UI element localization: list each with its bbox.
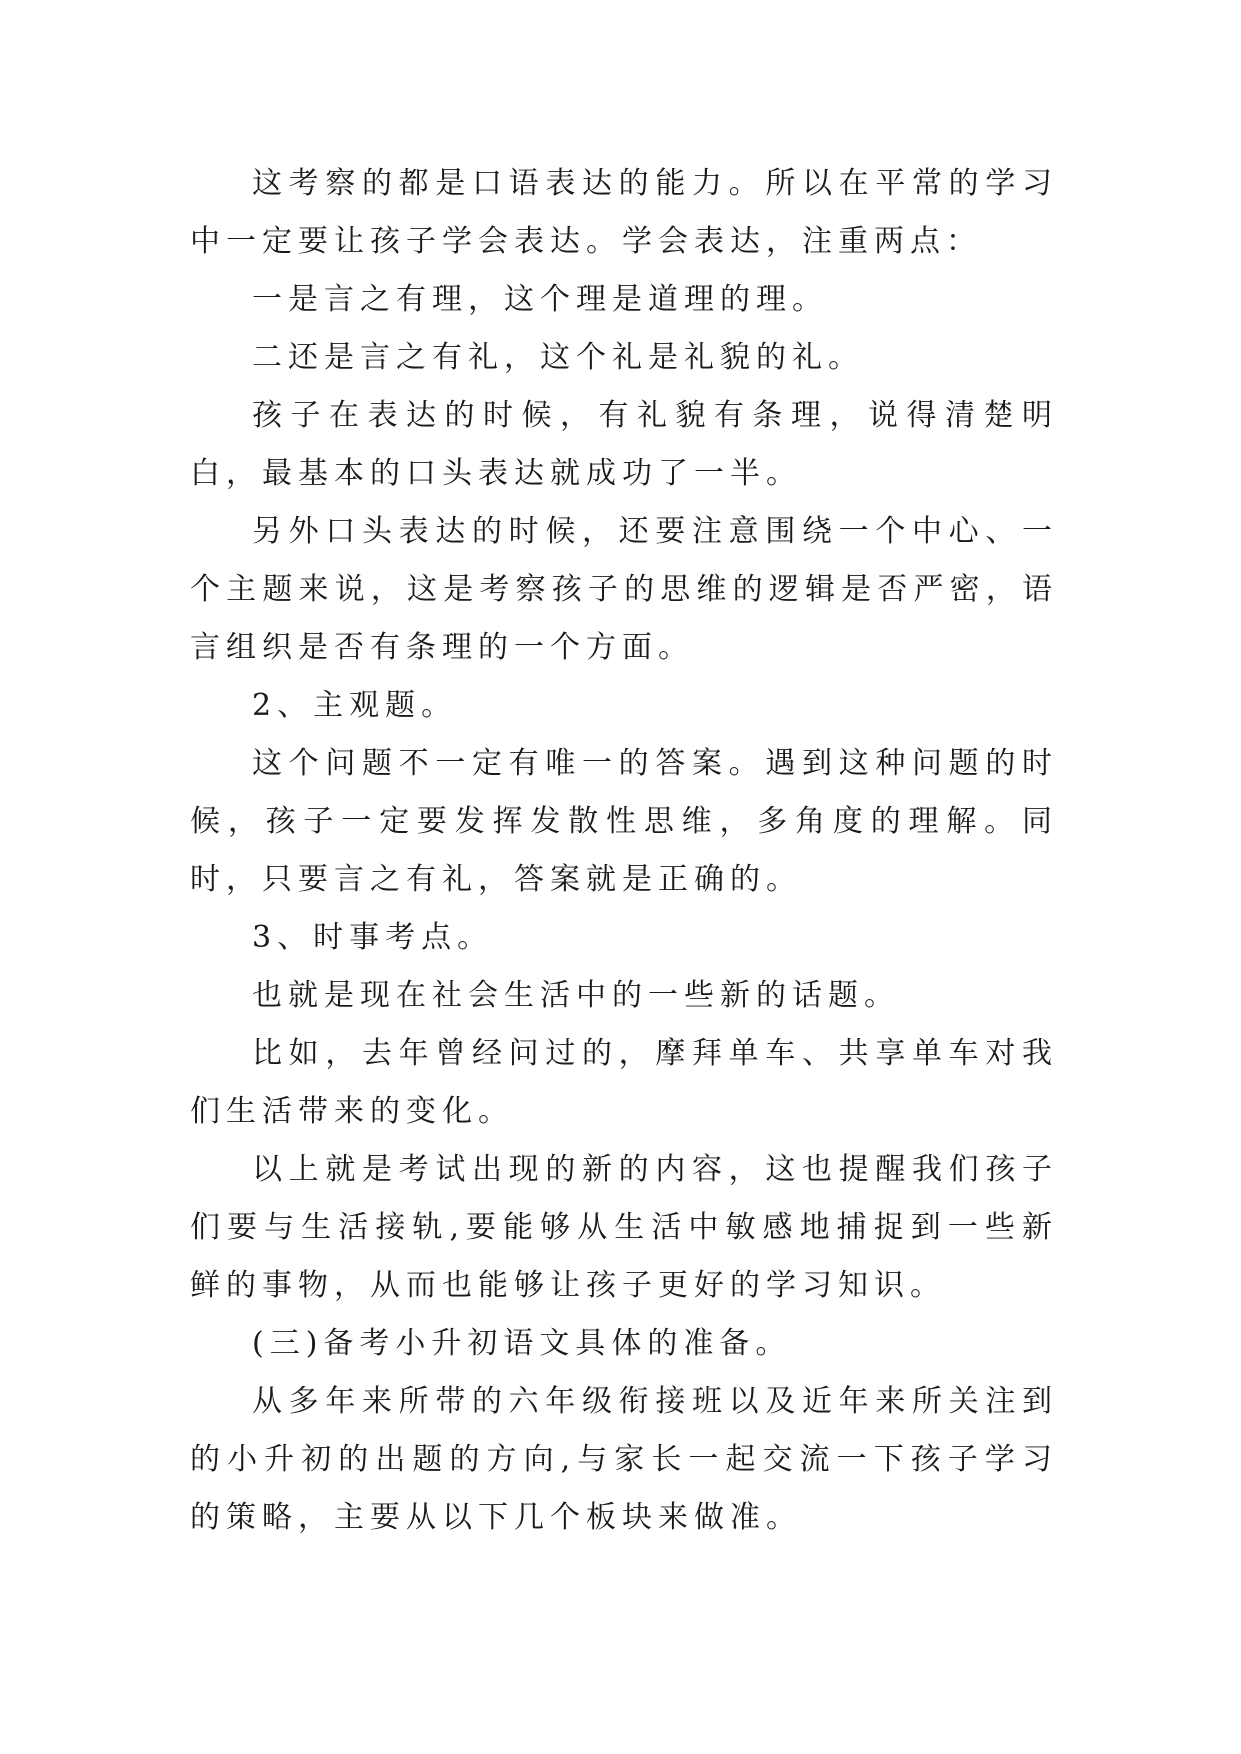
document-body: [190, 155, 1058, 1547]
section-heading: 2、主观题。: [252, 688, 458, 723]
paragraph: 二还是言之有礼，这个礼是礼貌的礼。: [252, 340, 864, 375]
section-heading: (三)备考小升初语文具体的准备。: [252, 1326, 792, 1361]
paragraph: 这个问题不一定有唯一的答案。遇到这种问题的时候，孩子一定要发挥发散性思维，多角度的理解。同时，只要言之有礼，答案就是正确的。: [190, 746, 1058, 897]
paragraph: 从多年来所带的六年级衔接班以及近年来所关注到的小升初的出题的方向,与家长一起交流一下孩子学习的策略，主要从以下几个板块来做准。: [190, 1384, 1058, 1535]
paragraph: 比如，去年曾经问过的，摩拜单车、共享单车对我们生活带来的变化。: [190, 1036, 1058, 1129]
paragraph: 这考察的都是口语表达的能力。所以在平常的学习中一定要让孩子学会表达。学会表达，注重两点：: [190, 166, 1058, 259]
paragraph: 一是言之有理，这个理是道理的理。: [252, 282, 828, 317]
paragraph: 孩子在表达的时候，有礼貌有条理，说得清楚明白，最基本的口头表达就成功了一半。: [190, 398, 1058, 491]
paragraph: 也就是现在社会生活中的一些新的话题。: [252, 978, 900, 1013]
paragraph: 另外口头表达的时候，还要注意围绕一个中心、一个主题来说，这是考察孩子的思维的逻辑是否严密，语言组织是否有条理的一个方面。: [190, 514, 1058, 665]
section-heading: 3、时事考点。: [252, 920, 494, 955]
paragraph: 以上就是考试出现的新的内容，这也提醒我们孩子们要与生活接轨,要能够从生活中敏感地捕捉到一些新鲜的事物，从而也能够让孩子更好的学习知识。: [190, 1152, 1058, 1303]
